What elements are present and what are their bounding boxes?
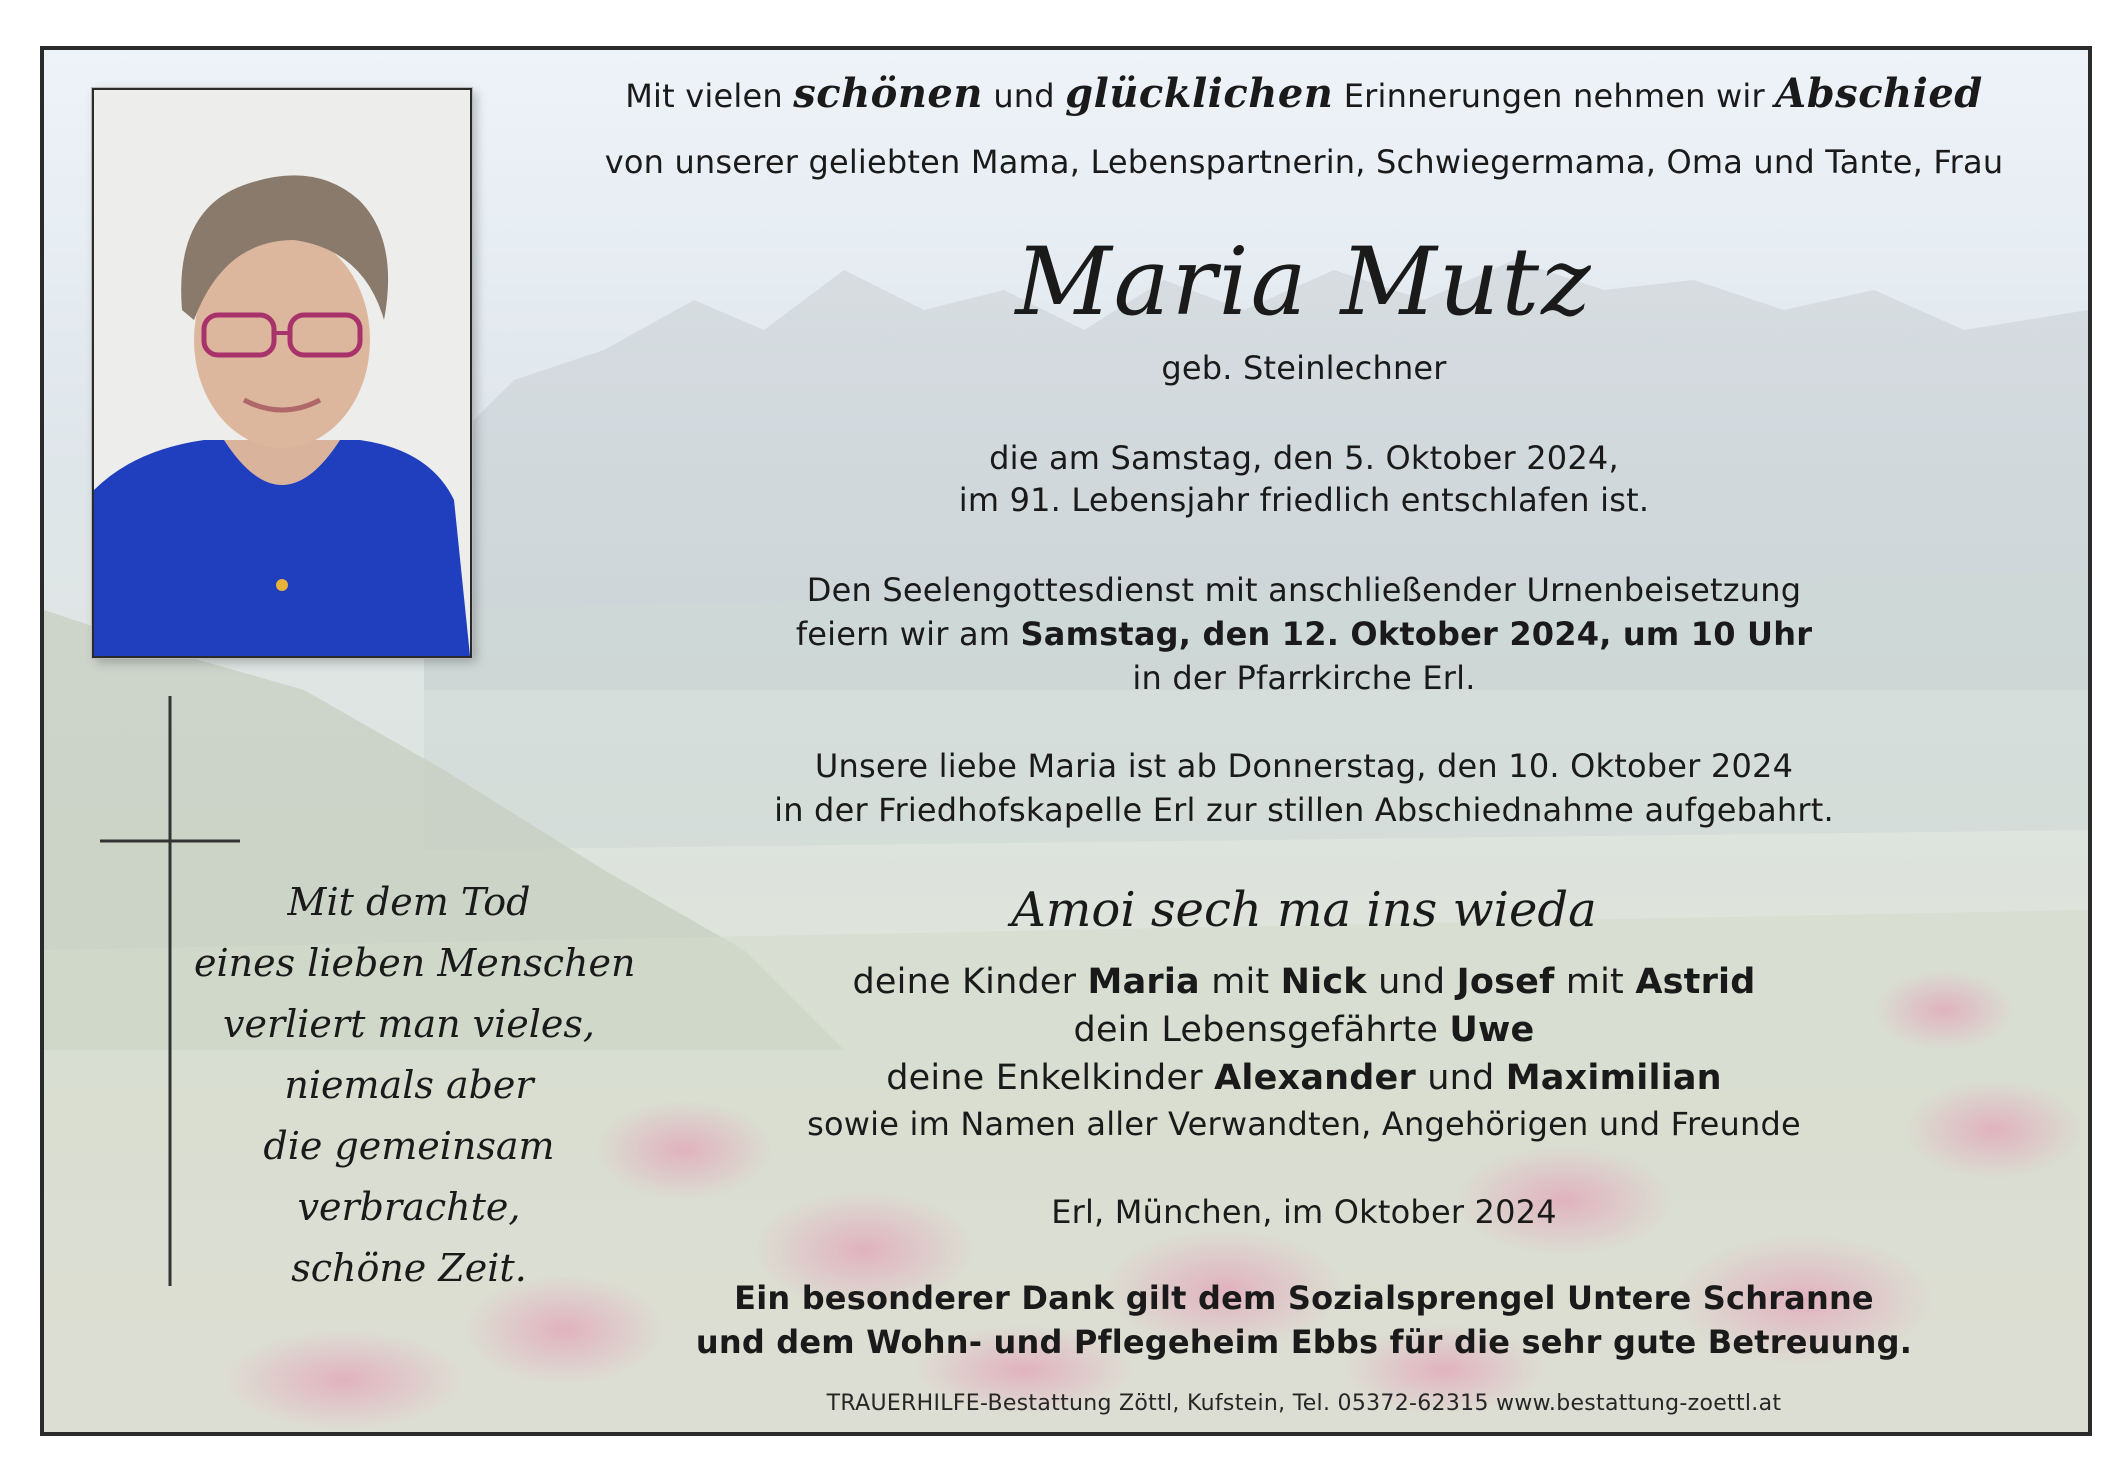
family-text: dein Lebensgefährte <box>1073 1010 1450 1050</box>
poem-line: Mit dem Tod <box>287 880 531 924</box>
family-member: Josef <box>1456 962 1555 1002</box>
place-date: Erl, München, im Oktober 2024 <box>1051 1193 1557 1231</box>
thanks-line-2: und dem Wohn- und Pflegeheim Ebbs für die sehr gute Betreuung. <box>695 1323 1913 1361</box>
viewing-line-1: Unsere liebe Maria ist ab Donnerstag, den 10. Oktober 2024 <box>814 747 1794 785</box>
poem-line: verbrachte, <box>297 1185 521 1229</box>
intro-text: Erinnerungen nehmen wir <box>1333 77 1776 115</box>
portrait-illustration <box>94 90 470 656</box>
family-member: Maria <box>1087 962 1200 1002</box>
intro-emphasis: Abschied <box>1775 70 1983 117</box>
service-date: Samstag, den 12. Oktober 2024, um 10 Uhr <box>1020 615 1813 653</box>
service-line-1: Den Seelengottesdienst mit anschließender Urnenbeisetzung <box>806 571 1802 609</box>
intro-emphasis: glücklichen <box>1065 70 1334 117</box>
family-text: mit <box>1199 962 1281 1002</box>
intro-text: Mit vielen <box>625 77 794 115</box>
family-member: Nick <box>1280 962 1367 1002</box>
service-line-2 <box>544 612 2064 656</box>
thanks-line-1: Ein besonderer Dank gilt dem Sozialsprengel Untere Schranne <box>734 1279 1874 1317</box>
family-text: und <box>1415 1058 1506 1098</box>
family-member: Alexander <box>1214 1058 1416 1098</box>
intro-line-2: von unserer geliebten Mama, Lebenspartnerin, Schwiegermama, Oma und Tante, Frau <box>604 143 2004 181</box>
intro-text: und <box>982 77 1066 115</box>
poem-line: eines lieben Menschen <box>194 941 636 985</box>
poem-line: die gemeinsam <box>263 1124 555 1168</box>
family-member: Astrid <box>1635 962 1756 1002</box>
family-children <box>544 960 2064 1004</box>
portrait-photo <box>92 88 472 658</box>
family-grandchildren <box>544 1056 2064 1100</box>
service-line-3: in der Pfarrkirche Erl. <box>1132 659 1476 697</box>
viewing-line-2: in der Friedhofskapelle Erl zur stillen Abschiednahme aufgebahrt. <box>774 791 1834 829</box>
obituary-card <box>40 46 2092 1436</box>
family-member: Uwe <box>1449 1010 1535 1050</box>
motto: Amoi sech ma ins wieda <box>1011 882 1597 938</box>
service-text: feiern wir am <box>795 615 1021 653</box>
deceased-name: Maria Mutz <box>1015 228 1593 337</box>
poem-line: schöne Zeit. <box>291 1246 527 1290</box>
family-text: und <box>1366 962 1457 1002</box>
family-member: Maximilian <box>1505 1058 1722 1098</box>
death-line-2: im 91. Lebensjahr friedlich entschlafen ist. <box>958 481 1650 519</box>
undertaker-footer: TRAUERHILFE-Bestattung Zöttl, Kufstein, Tel. 05372-62315 www.bestattung-zoettl.at <box>826 1391 1782 1416</box>
intro-emphasis: schönen <box>793 70 983 117</box>
family-text: mit <box>1554 962 1636 1002</box>
poem-line: verliert man vieles, <box>222 1002 595 1046</box>
intro-line-1 <box>544 72 2064 118</box>
family-text: deine Kinder <box>852 962 1088 1002</box>
family-partner <box>544 1008 2064 1052</box>
birth-name: geb. Steinlechner <box>1161 349 1447 387</box>
death-line-1: die am Samstag, den 5. Oktober 2024, <box>989 439 1619 477</box>
family-text: deine Enkelkinder <box>886 1058 1215 1098</box>
poem-line: niemals aber <box>284 1063 534 1107</box>
family-relatives: sowie im Namen aller Verwandten, Angehörigen und Freunde <box>807 1105 1801 1143</box>
